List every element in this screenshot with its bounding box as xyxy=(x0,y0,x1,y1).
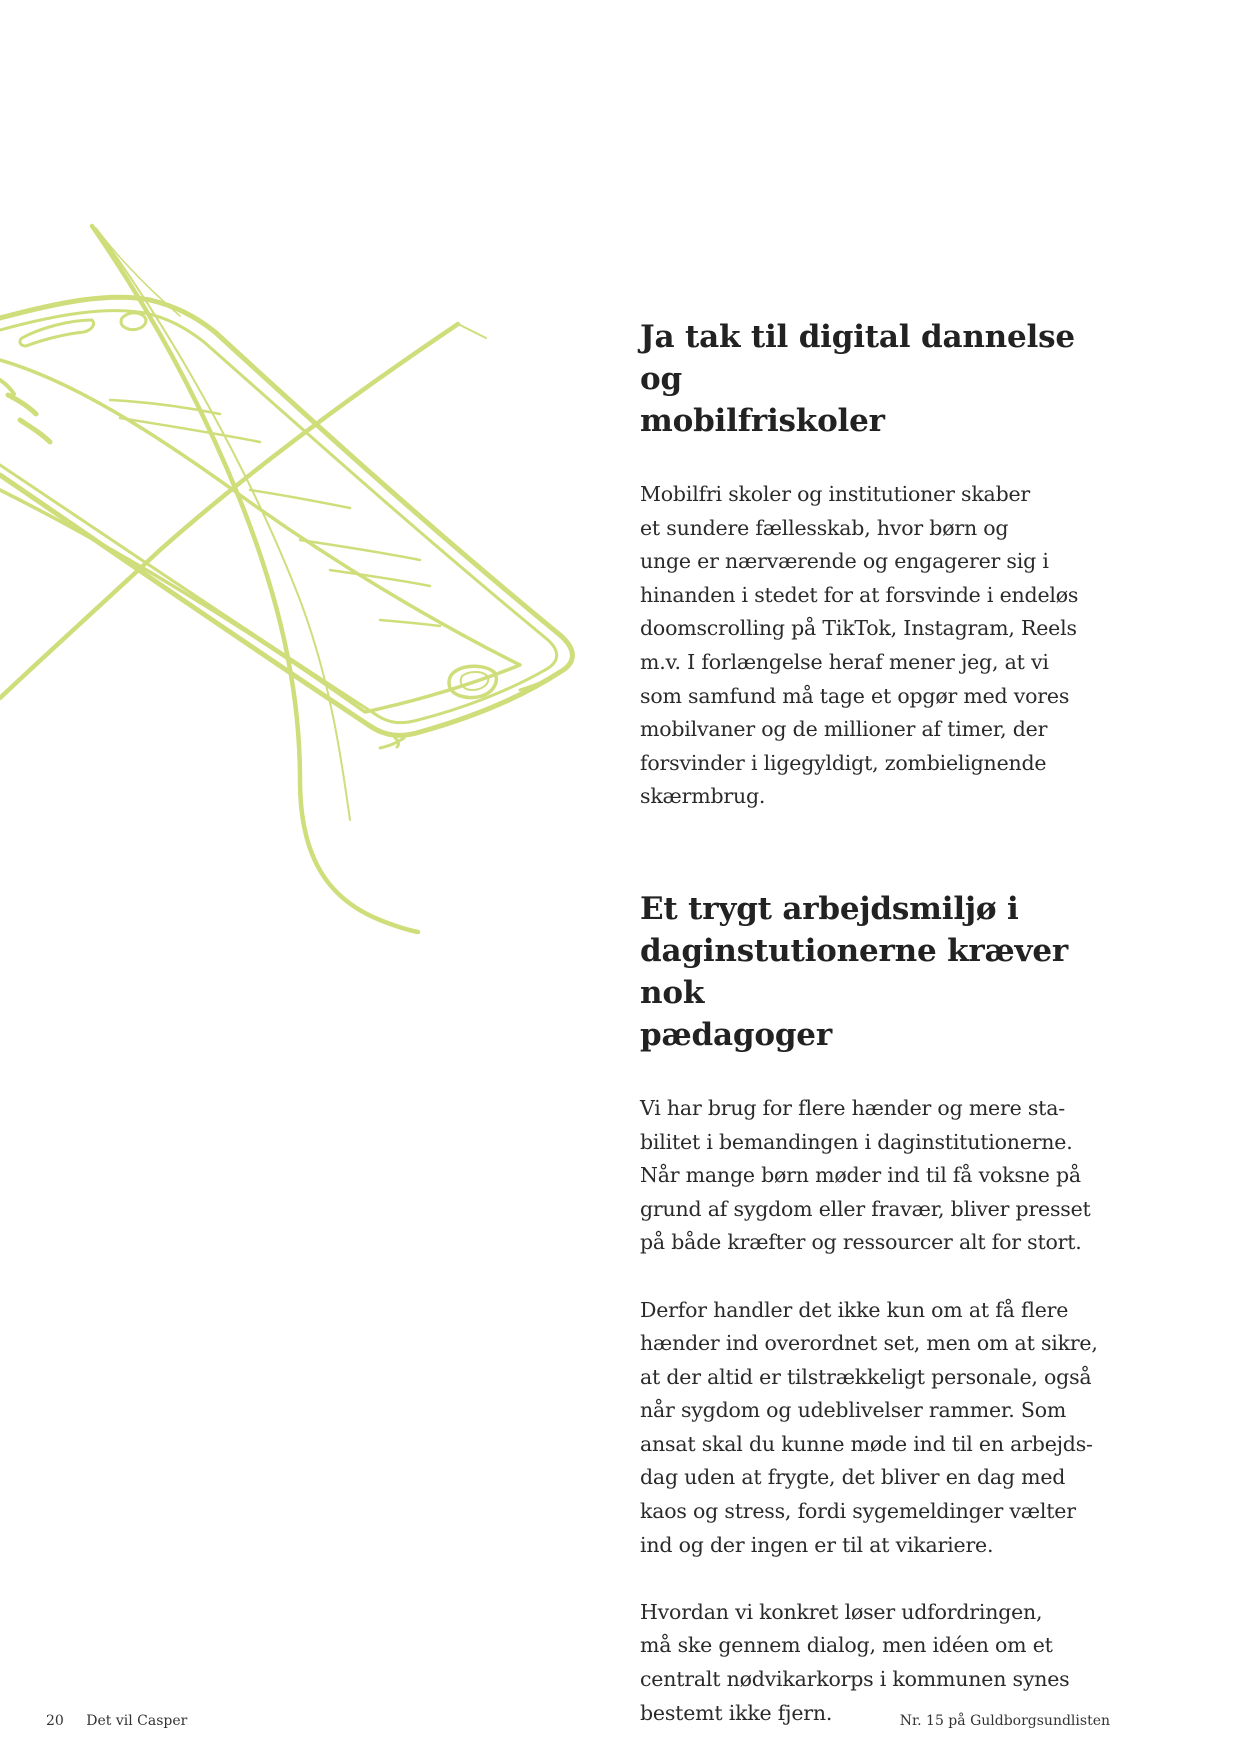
text-line: kaos og stress, fordi sygemeldinger vælter xyxy=(640,1499,1076,1524)
text-line: hinanden i stedet for at forsvinde i endeløs xyxy=(640,582,1079,607)
section-arbejdsmiljoe xyxy=(640,888,1110,1730)
text-line: Vi har brug for flere hænder og mere sta- xyxy=(640,1095,1065,1120)
heading-line: Et trygt arbejdsmiljø i xyxy=(640,890,1019,927)
article-content xyxy=(640,316,1110,1730)
text-line: på både kræfter og ressourcer alt for stort. xyxy=(640,1230,1082,1255)
illustration-stroke xyxy=(250,490,350,508)
text-line: Hvordan vi konkret løser udfordringen, xyxy=(640,1599,1043,1624)
illustration-stroke xyxy=(121,313,146,330)
illustration-stroke xyxy=(100,234,350,820)
page-footer xyxy=(46,1713,1110,1729)
text-line: mobilvaner og de millioner af timer, der xyxy=(640,717,1048,742)
paragraph xyxy=(640,1596,1110,1730)
illustration-stroke xyxy=(0,311,557,723)
text-line: må ske gennem dialog, men idéen om et xyxy=(640,1633,1053,1658)
text-line: bilitet i bemandingen i daginstitutionerne. xyxy=(640,1129,1073,1154)
text-line: et sundere fællesskab, hvor børn og xyxy=(640,515,1009,540)
text-line: Mobilfri skoler og institutioner skaber xyxy=(640,482,1031,506)
footer-right xyxy=(900,1713,1110,1729)
footer-left xyxy=(46,1713,187,1729)
text-line: bestemt ikke fjern. xyxy=(640,1700,833,1725)
illustration-stroke xyxy=(458,324,486,338)
text-line: ind og der ingen er til at vikariere. xyxy=(640,1532,994,1557)
text-line: dag uden at frygte, det bliver en dag med xyxy=(640,1465,1066,1490)
text-line: Når mange børn møder ind til få voksne på xyxy=(640,1163,1081,1188)
page-number: 20 xyxy=(46,1713,64,1729)
footer-list-position: Nr. 15 på Guldborgsundlisten xyxy=(899,1713,1110,1729)
heading-line: daginstutionerne kræver nok xyxy=(640,932,1068,1011)
paragraph xyxy=(640,478,1110,814)
section-heading xyxy=(640,316,1110,442)
section-heading xyxy=(640,888,1110,1056)
footer-author: Det vil Casper xyxy=(86,1713,188,1729)
illustration-stroke xyxy=(0,380,14,394)
text-line: forsvinder i ligegyldigt, zombielignende xyxy=(640,750,1047,775)
text-line: som samfund må tage et opgør med vores xyxy=(640,683,1070,708)
illustration-stroke xyxy=(110,400,220,414)
text-line: grund af sygdom eller fravær, bliver presset xyxy=(640,1196,1091,1221)
illustration-stroke xyxy=(120,418,260,442)
heading-line: Ja tak til digital dannelse og xyxy=(640,319,1075,397)
text-line: hænder ind overordnet set, men om at sikre, xyxy=(640,1331,1098,1356)
text-line: ansat skal du kunne møde ind til en arbejds- xyxy=(640,1431,1093,1456)
text-line: unge er nærværende og engagerer sig i xyxy=(640,549,1049,574)
illustration-stroke xyxy=(380,738,404,748)
paragraph xyxy=(640,1294,1110,1563)
illustration-stroke xyxy=(330,570,430,586)
text-line: at der altid er tilstrækkeligt personale, også xyxy=(640,1364,1092,1389)
section-digital-dannelse xyxy=(640,316,1110,814)
text-line: m.v. I forlængelse heraf mener jeg, at vi xyxy=(640,649,1049,674)
smartphone-crossed-out-icon xyxy=(0,220,600,980)
section-body xyxy=(640,1092,1110,1730)
heading-line: pædagoger xyxy=(640,1016,832,1053)
text-line: Derfor handler det ikke kun om at få flere xyxy=(640,1297,1069,1322)
section-body xyxy=(640,478,1110,814)
heading-line: mobilfriskoler xyxy=(640,403,885,439)
illustration-stroke xyxy=(380,620,440,626)
text-line: skærmbrug. xyxy=(640,784,766,809)
text-line: doomscrolling på TikTok, Instagram, Reels xyxy=(640,616,1077,641)
text-line: centralt nødvikarkorps i kommunen synes xyxy=(640,1667,1070,1692)
text-line: når sygdom og udeblivelser rammer. Som xyxy=(640,1398,1067,1423)
illustration-stroke xyxy=(92,226,418,932)
paragraph xyxy=(640,1092,1110,1260)
illustration-stroke xyxy=(20,320,94,346)
illustration-stroke xyxy=(8,395,36,414)
illustration-stroke xyxy=(20,420,50,442)
